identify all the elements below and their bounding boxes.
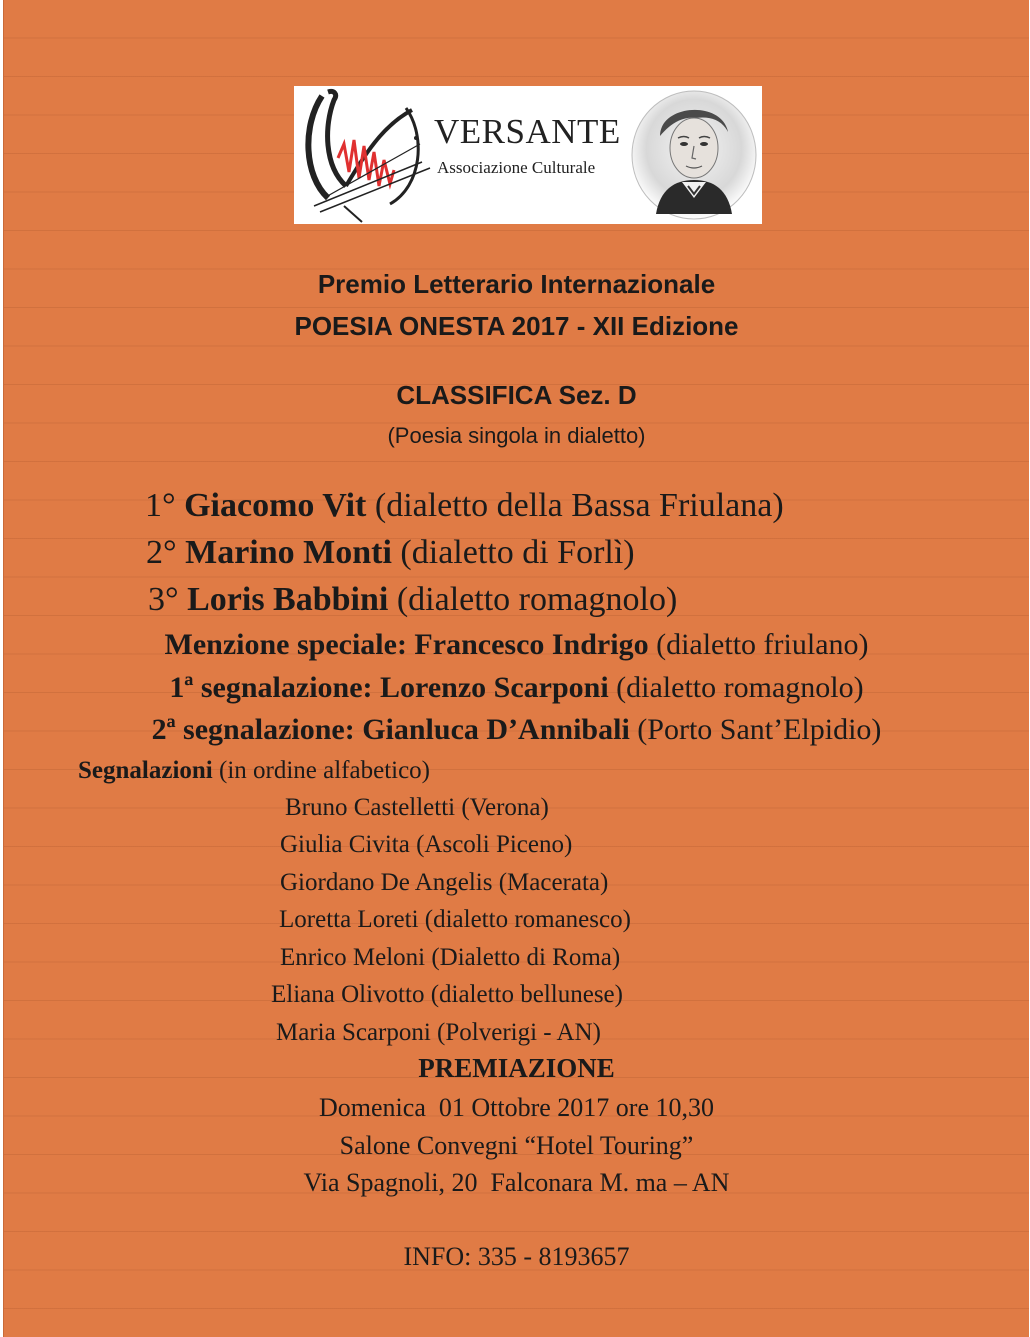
prize-title: Premio Letterario Internazionale <box>317 269 716 299</box>
winner-name: Loris Babbini <box>187 581 389 618</box>
winner-rank: 1° <box>145 487 176 524</box>
segnalazioni-note: (in ordine alfabetico) <box>219 757 431 784</box>
mention-label: 1ª segnalazione: Lorenzo Scarponi <box>169 671 609 704</box>
mention-detail: (dialetto romagnolo) <box>616 671 864 704</box>
winner-rank: 3° <box>148 581 179 618</box>
segnalazioni-heading <box>78 757 430 785</box>
list-item: Giulia Civita (Ascoli Piceno) <box>280 831 573 858</box>
premiazione-date: Domenica 01 Ottobre 2017 ore 10,30 <box>319 1093 714 1122</box>
premiazione-title: PREMIAZIONE <box>418 1053 615 1083</box>
portrait-icon <box>626 86 762 224</box>
versante-logo-banner <box>294 86 762 224</box>
section-subtitle: (Poesia singola in dialetto) <box>387 423 646 448</box>
winner-name: Giacomo Vit <box>184 487 367 524</box>
winner-detail: (dialetto romagnolo) <box>396 581 678 618</box>
first-signal <box>4 671 1029 705</box>
winner-2 <box>146 534 635 572</box>
winner-name: Marino Monti <box>185 534 392 571</box>
list-item: Giordano De Angelis (Macerata) <box>280 869 609 896</box>
list-item: Enrico Meloni (Dialetto di Roma) <box>280 944 621 971</box>
info-phone: INFO: 335 - 8193657 <box>403 1242 630 1271</box>
logo-subtitle: Associazione Culturale <box>437 158 596 177</box>
list-item: Bruno Castelletti (Verona) <box>285 794 549 821</box>
mention-detail: (Porto Sant’Elpidio) <box>637 713 882 746</box>
premiazione-venue: Salone Convegni “Hotel Touring” <box>339 1131 694 1160</box>
winner-1 <box>145 487 784 525</box>
list-item: Eliana Olivotto (dialetto bellunese) <box>271 981 623 1008</box>
special-mention <box>4 628 1029 662</box>
mention-detail: (dialetto friulano) <box>656 628 869 661</box>
prize-edition: POESIA ONESTA 2017 - XII Edizione <box>294 311 739 341</box>
second-signal <box>4 713 1029 747</box>
winner-detail: (dialetto di Forlì) <box>400 534 635 571</box>
mention-label: 2ª segnalazione: Gianluca D’Annibali <box>151 713 630 746</box>
winner-detail: (dialetto della Bassa Friulana) <box>374 487 784 524</box>
list-item: Loretta Loreti (dialetto romanesco) <box>279 906 631 933</box>
list-item: Maria Scarponi (Polverigi - AN) <box>276 1019 601 1046</box>
logo-name: VERSANTE <box>434 112 621 151</box>
premiazione-address: Via Spagnoli, 20 Falconara M. ma – AN <box>303 1168 730 1197</box>
poster-page <box>3 0 1029 1337</box>
winner-rank: 2° <box>146 534 177 571</box>
winner-3 <box>148 581 677 619</box>
segnalazioni-label: Segnalazioni <box>78 757 213 784</box>
section-title: CLASSIFICA Sez. D <box>396 380 637 410</box>
versante-v-mark-icon <box>294 86 434 224</box>
mention-label: Menzione speciale: Francesco Indrigo <box>164 628 649 661</box>
